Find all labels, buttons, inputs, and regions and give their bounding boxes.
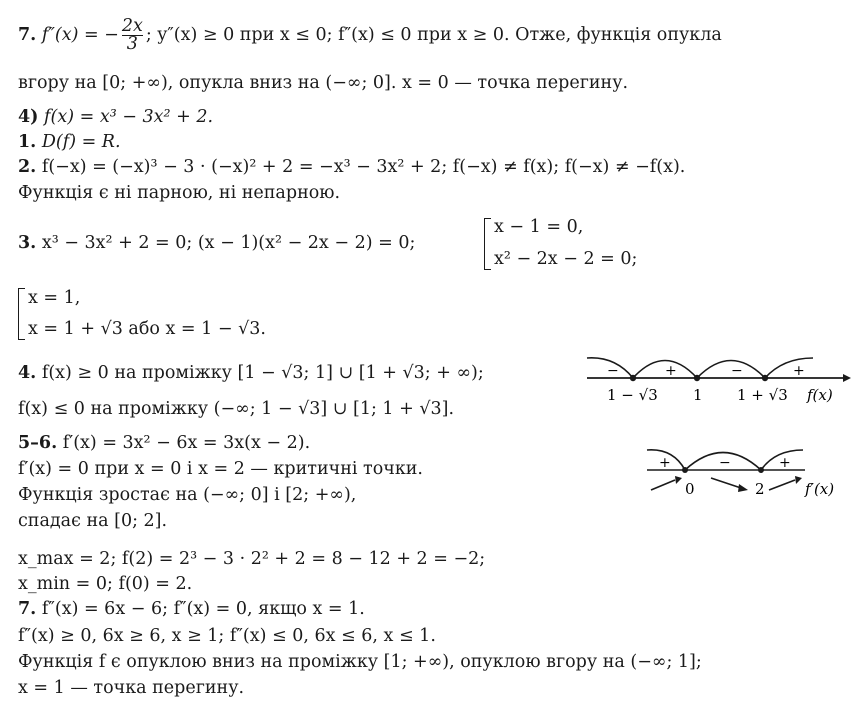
text-line: f″(x) ≥ 0, 6x ≥ 6, x ≥ 1; f″(x) ≤ 0, 6x ≤ 6, x ≤ 1. [18, 626, 436, 646]
point-label: 0 [685, 480, 695, 498]
sign-chart-f [585, 348, 853, 408]
text-line: спадає на [0; 2]. [18, 511, 168, 531]
point-marker [762, 375, 768, 381]
text-line: 7. f″(x) = 6x − 6; f″(x) = 0, якщо x = 1. [18, 599, 365, 619]
sign-label: + [665, 363, 677, 379]
function-label: f′(x) [805, 480, 835, 498]
text-line: Функція f є опуклою вниз на проміжку [1; +∞), опуклою вгору на (−∞; 1]; [18, 652, 702, 672]
point-marker [758, 467, 764, 473]
text-line: Функція зростає на (−∞; 0] і [2; +∞), [18, 485, 357, 505]
increase-arrow-head [675, 476, 682, 484]
point-label: 2 [755, 480, 765, 498]
decrease-arrow [711, 478, 741, 488]
text-line: f(x) ≤ 0 на проміжку (−∞; 1 − √3] ∪ [1; 1 + √3]. [18, 399, 455, 419]
axis-arrow [843, 374, 851, 382]
point-marker [630, 375, 636, 381]
increase-arrow-head [795, 476, 802, 484]
sign-label: − [731, 363, 743, 379]
text-line: 4) f(x) = x³ − 3x² + 2. [18, 107, 214, 127]
system-eq-2: x² − 2x − 2 = 0; [494, 249, 638, 269]
sign-label: + [659, 455, 671, 471]
point-label: 1 [693, 386, 703, 404]
system-eq-1: x − 1 = 0, [494, 217, 584, 237]
text-line: Функція є ні парною, ні непарною. [18, 183, 341, 203]
text-line: 2. f(−x) = (−x)³ − 3 · (−x)² + 2 = −x³ − 3x² + 2; f(−x) ≠ f(x); f(−x) ≠ −f(x). [18, 157, 686, 177]
decrease-arrow-head [738, 484, 748, 492]
increase-arrow [651, 480, 675, 490]
sign-label: + [779, 455, 791, 471]
text-line: 5–6. f′(x) = 3x² − 6x = 3x(x − 2). [18, 433, 311, 453]
sign-label: + [793, 363, 805, 379]
point-marker [694, 375, 700, 381]
arc [765, 358, 813, 378]
sign-label: − [719, 455, 731, 471]
fraction: $\frac{2x}{3}$ [121, 16, 143, 54]
text-line: 3. x³ − 3x² + 2 = 0; (x − 1)(x² − 2x − 2) = 0; [18, 233, 416, 253]
sign-chart-f-prime [645, 440, 857, 502]
text-line: x = 1 — точка перегину. [18, 678, 245, 698]
text-line: f′(x) = 0 при x = 0 і x = 2 — критичні точки. [18, 459, 423, 479]
sign-label: − [607, 363, 619, 379]
text-line: вгору на [0; +∞), опукла вниз на (−∞; 0]. x = 0 — точка перегину. [18, 73, 629, 93]
point-label: 1 − √3 [607, 386, 658, 404]
text-line: 1. D(f) = R. [18, 132, 121, 152]
text-line: 4. f(x) ≥ 0 на проміжку [1 − √3; 1] ∪ [1 + √3; + ∞); [18, 363, 484, 383]
system-eq-4: x = 1 + √3 або x = 1 − √3. [28, 319, 266, 339]
system-eq-3: x = 1, [28, 288, 81, 308]
system-brace [18, 288, 25, 340]
system-brace [484, 218, 491, 270]
increase-arrow [769, 480, 795, 490]
text-line: x_max = 2; f(2) = 2³ − 3 · 2² + 2 = 8 − 12 + 2 = −2; [18, 549, 486, 569]
point-marker [682, 467, 688, 473]
function-label: f(x) [807, 386, 833, 404]
text-line: x_min = 0; f(0) = 2. [18, 574, 193, 594]
text-line: 7. f″(x) = − $\frac{2x}{3}$ ; y″(x) ≥ 0 при x ≤ 0; f″(x) ≤ 0 при x ≥ 0. Отже, функція опукла [18, 16, 722, 54]
point-label: 1 + √3 [737, 386, 788, 404]
